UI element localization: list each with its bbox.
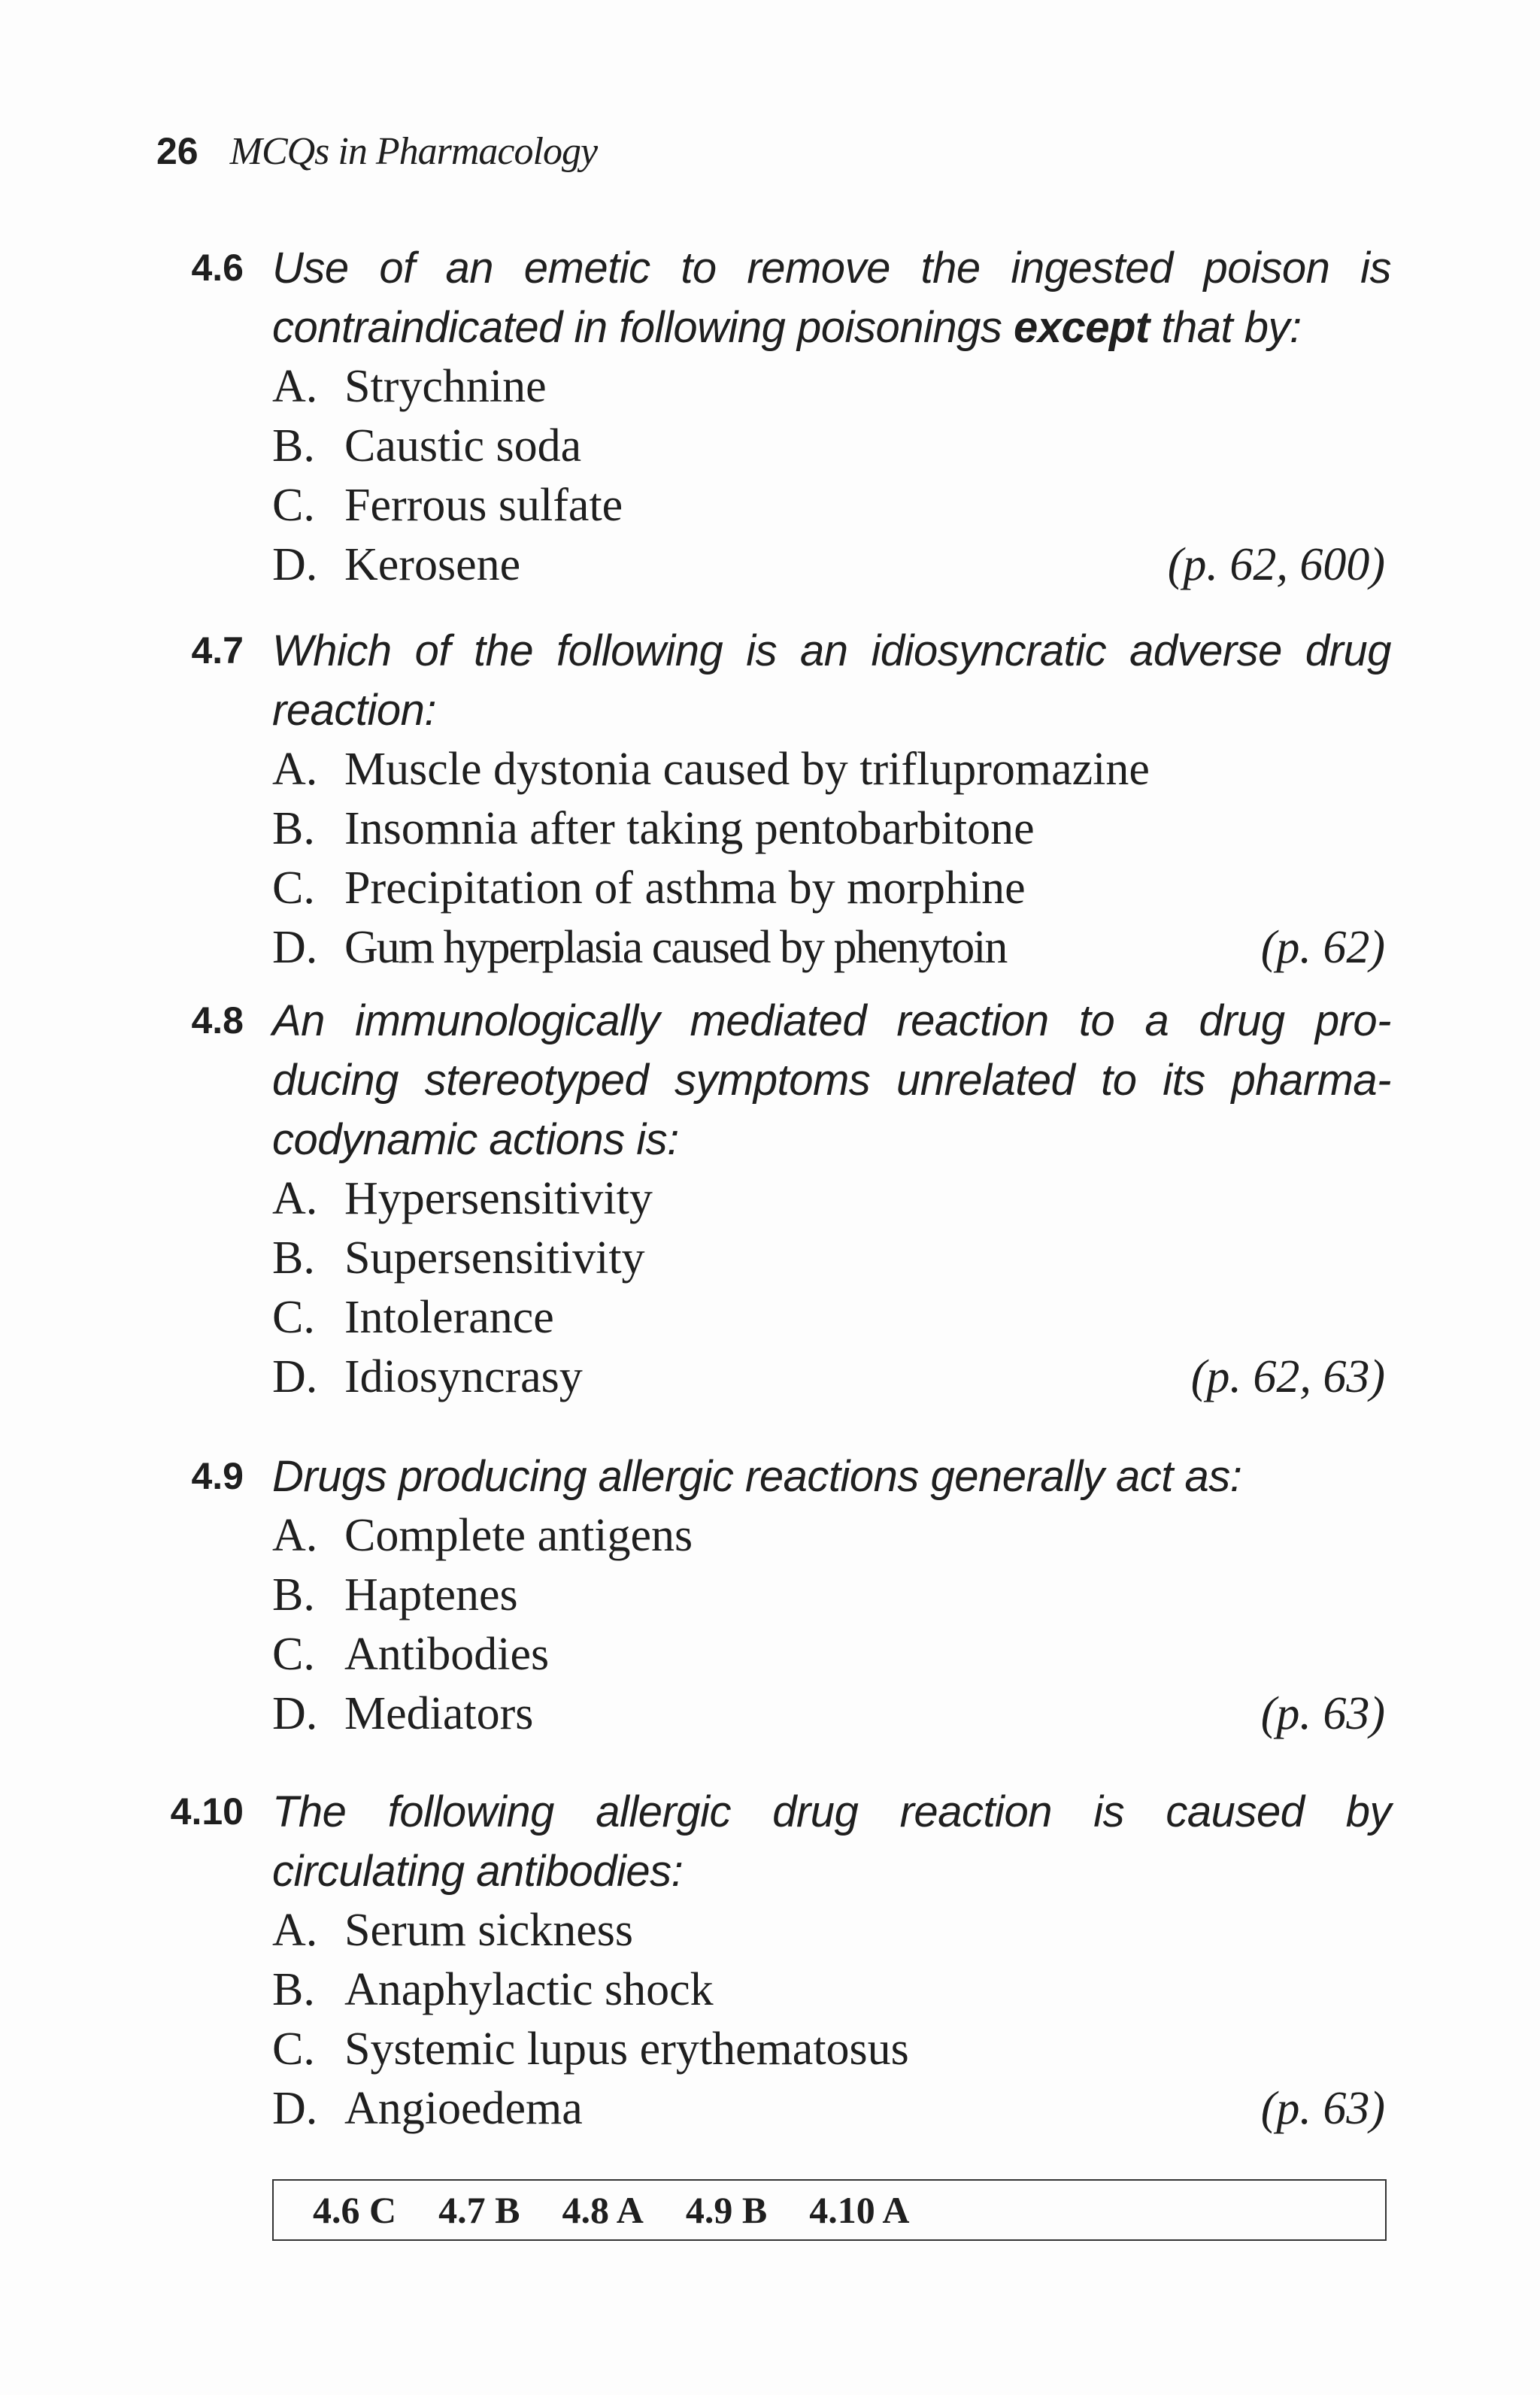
option-a — [272, 1506, 1391, 1566]
option-text: Kerosene — [344, 539, 521, 590]
stem-line: The following allergic drug reaction is caused by — [272, 1787, 1391, 1836]
answer-key-item: 4.10 A — [809, 2189, 910, 2231]
question-stem — [272, 1782, 1391, 1901]
options-list — [272, 1169, 1391, 1407]
option-d — [272, 535, 1391, 595]
stem-line: codynamic actions is: — [272, 1115, 679, 1164]
option-a — [272, 357, 1391, 417]
stem-line: ducing stereotyped symptoms unrelated to its pharma- — [272, 1056, 1391, 1105]
option-letter: D. — [272, 2083, 318, 2134]
stem-line: Use of an emetic to remove the ingested poison is — [272, 244, 1391, 293]
option-text: Strychnine — [344, 361, 547, 412]
book-title: MCQs in Pharmacology — [229, 130, 598, 173]
page-header — [156, 129, 597, 182]
option-b — [272, 1229, 1391, 1288]
option-letter: A. — [272, 1173, 318, 1224]
answer-key-item: 4.6 C — [313, 2189, 397, 2231]
option-d — [272, 2079, 1391, 2139]
option-text: Precipitation of asthma by morphine — [344, 863, 1026, 914]
option-b — [272, 1566, 1391, 1625]
options-list — [272, 740, 1391, 978]
option-text: Insomnia after taking pentobarbitone — [344, 803, 1035, 854]
option-letter: B. — [272, 1569, 315, 1620]
option-letter: A. — [272, 1905, 318, 1956]
stem-line: reaction: — [272, 686, 436, 735]
options-list — [272, 1901, 1391, 2139]
stem-line: An immunologically mediated reaction to a drug pro- — [272, 996, 1391, 1045]
option-text: Anaphylactic shock — [344, 1964, 714, 2015]
option-a — [272, 740, 1391, 799]
page-number: 26 — [156, 130, 199, 172]
question-number: 4.6 — [191, 247, 244, 289]
option-d — [272, 918, 1391, 978]
option-letter: C. — [272, 2024, 315, 2075]
option-text: Intolerance — [344, 1292, 554, 1343]
option-text: Systemic lupus erythematosus — [344, 2024, 909, 2075]
option-text: Ferrous sulfate — [344, 480, 623, 531]
options-list — [272, 1506, 1391, 1744]
option-text: Serum sickness — [344, 1905, 634, 1956]
page-reference: (p. 62, 600) — [1167, 539, 1385, 590]
stem-line: Drugs producing allergic reactions generally act as: — [272, 1452, 1242, 1501]
question-number: 4.10 — [170, 1790, 244, 1833]
option-text: Antibodies — [344, 1629, 550, 1680]
option-d — [272, 1684, 1391, 1744]
option-text: Muscle dystonia caused by triflupromazine — [344, 744, 1150, 795]
option-a — [272, 1169, 1391, 1229]
question-number: 4.9 — [191, 1455, 244, 1497]
option-letter: C. — [272, 1629, 315, 1680]
question-number: 4.7 — [191, 629, 244, 672]
answer-key-item: 4.7 B — [438, 2189, 520, 2231]
option-b — [272, 417, 1391, 476]
option-c — [272, 476, 1391, 535]
option-text: Hypersensitivity — [344, 1173, 653, 1224]
option-letter: A. — [272, 1510, 318, 1561]
option-letter: D. — [272, 922, 318, 973]
option-letter: D. — [272, 539, 318, 590]
option-letter: C. — [272, 863, 315, 914]
options-list — [272, 357, 1391, 595]
option-c — [272, 1625, 1391, 1684]
stem-line: circulating antibodies: — [272, 1847, 684, 1896]
stem-text: that by: — [1149, 303, 1302, 352]
answer-key-item: 4.9 B — [685, 2189, 768, 2231]
option-d — [272, 1348, 1391, 1407]
option-text: Caustic soda — [344, 420, 582, 471]
option-text: Idiosyncrasy — [344, 1351, 583, 1402]
option-letter: B. — [272, 1964, 315, 2015]
option-text: Gum hyperplasia caused by phenytoin — [344, 922, 1007, 973]
option-letter: D. — [272, 1688, 318, 1739]
stem-emphasis: except — [1013, 303, 1150, 352]
question-number: 4.8 — [191, 999, 244, 1041]
option-b — [272, 1960, 1391, 2020]
option-c — [272, 859, 1391, 918]
option-c — [272, 1288, 1391, 1348]
option-letter: C. — [272, 1292, 315, 1343]
option-text: Complete antigens — [344, 1510, 693, 1561]
option-text: Mediators — [344, 1688, 534, 1739]
option-letter: A. — [272, 744, 318, 795]
question-stem — [272, 1447, 1391, 1506]
option-a — [272, 1901, 1391, 1960]
option-b — [272, 799, 1391, 859]
page-reference: (p. 63) — [1260, 1688, 1385, 1739]
page-reference: (p. 62, 63) — [1190, 1351, 1385, 1402]
option-letter: C. — [272, 480, 315, 531]
option-text: Supersensitivity — [344, 1232, 645, 1284]
option-text: Angioedema — [344, 2083, 583, 2134]
option-text: Haptenes — [344, 1569, 518, 1620]
question-stem — [272, 238, 1391, 357]
option-letter: B. — [272, 803, 315, 854]
page-reference: (p. 62) — [1260, 922, 1385, 973]
answer-key-item: 4.8 A — [562, 2189, 644, 2231]
option-letter: B. — [272, 420, 315, 471]
option-letter: B. — [272, 1232, 315, 1284]
option-c — [272, 2020, 1391, 2079]
stem-line — [272, 298, 1391, 357]
question-stem — [272, 621, 1391, 740]
question-stem — [272, 991, 1391, 1169]
option-letter: A. — [272, 361, 318, 412]
answer-key-box — [272, 2179, 1387, 2241]
page-reference: (p. 63) — [1260, 2083, 1385, 2134]
option-letter: D. — [272, 1351, 318, 1402]
stem-line: Which of the following is an idiosyncratic adverse drug — [272, 626, 1391, 675]
stem-text: contraindicated in following poisonings — [272, 303, 1014, 352]
